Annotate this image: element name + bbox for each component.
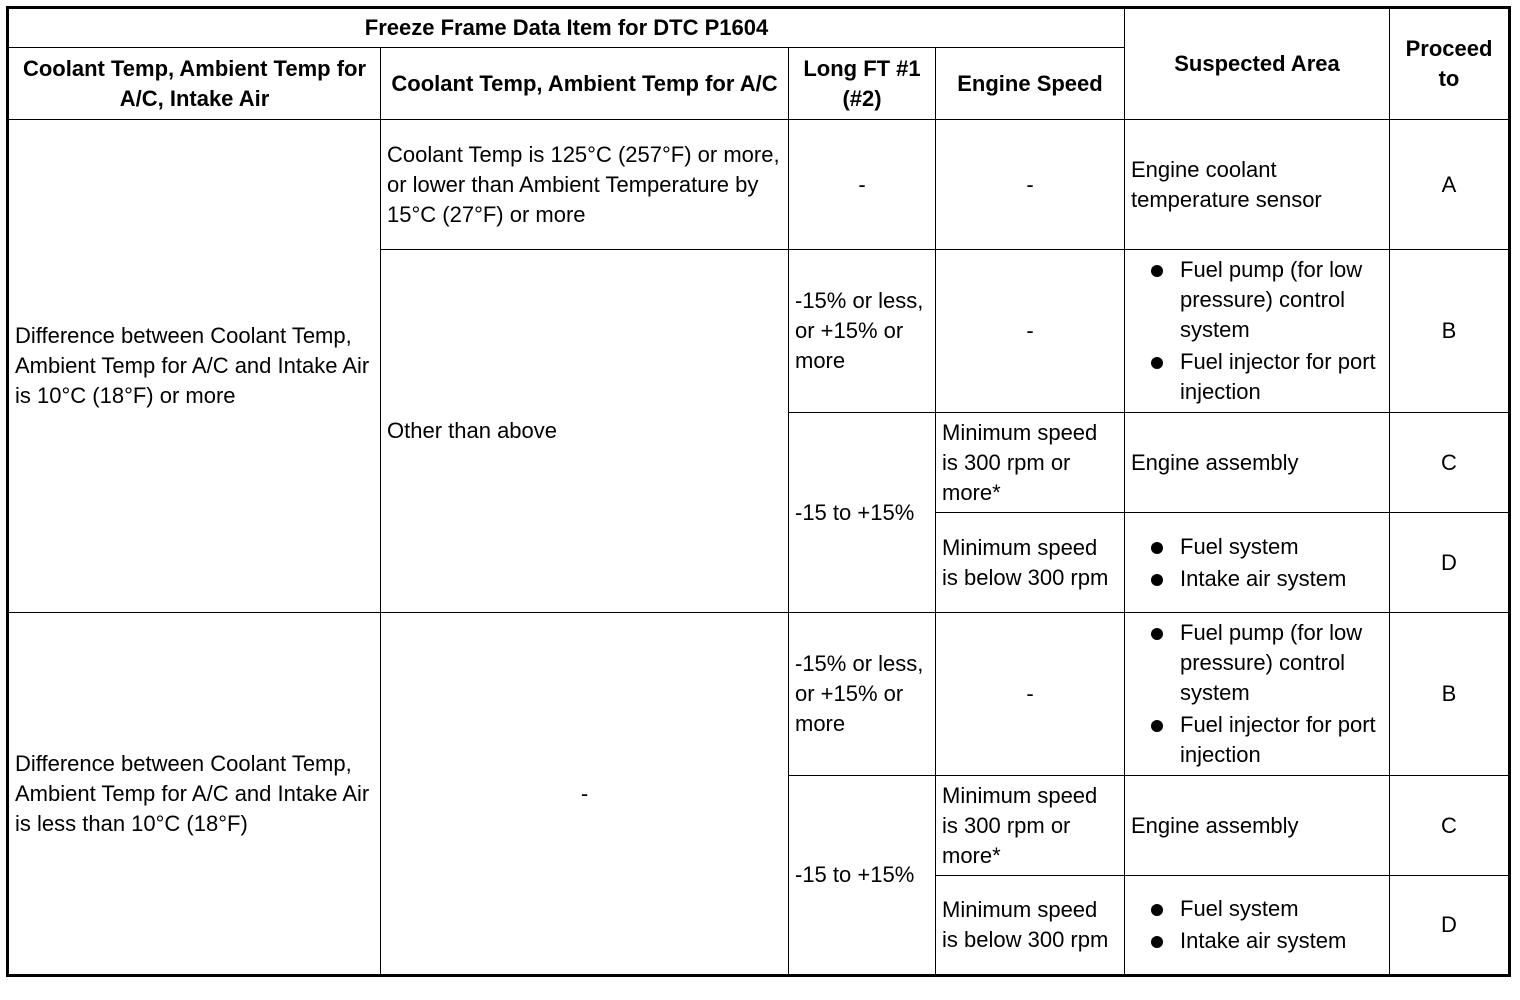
long-ft-cell: -15 to +15% [789,413,936,613]
suspected-area-cell: Engine assembly [1125,413,1390,513]
bullet-icon [1151,574,1163,586]
suspected-area-cell: Engine coolant temperature sensor [1125,120,1390,250]
suspected-list [1131,255,1383,407]
list-item: Intake air system [1131,926,1383,956]
list-item: Fuel injector for port injection [1131,710,1383,770]
proceed-cell: C [1390,776,1510,876]
coolant-cell: Other than above [381,250,789,613]
suspected-list [1131,618,1383,770]
table-row [8,120,1510,250]
proceed-cell: C [1390,413,1510,513]
bullet-icon [1151,628,1163,640]
proceed-to-header: Proceed to [1390,8,1510,120]
header-row-1 [8,8,1510,48]
bullet-icon [1151,936,1163,948]
bullet-icon [1151,265,1163,277]
suspected-list [1131,532,1383,594]
engine-speed-cell: Minimum speed is below 300 rpm [936,513,1125,613]
freeze-frame-group-header: Freeze Frame Data Item for DTC P1604 [8,8,1125,48]
coolant-ambient-header: Coolant Temp, Ambient Temp for A/C [381,48,789,120]
long-ft-cell: -15% or less, or +15% or more [789,250,936,413]
engine-speed-cell: - [936,613,1125,776]
engine-speed-cell: - [936,120,1125,250]
list-item: Fuel system [1131,532,1383,562]
suspected-area-cell: Engine assembly [1125,776,1390,876]
engine-speed-header: Engine Speed [936,48,1125,120]
bullet-icon [1151,357,1163,369]
condition-cell: Difference between Coolant Temp, Ambient Temp for A/C and Intake Air is less than 10°C (18°F) [8,613,381,976]
proceed-cell: B [1390,613,1510,776]
long-ft-cell: -15% or less, or +15% or more [789,613,936,776]
dtc-p1604-freeze-frame-table [6,6,1511,977]
proceed-cell: A [1390,120,1510,250]
proceed-cell: D [1390,513,1510,613]
table-row [8,613,1510,776]
coolant-ambient-intake-header: Coolant Temp, Ambient Temp for A/C, Intake Air [8,48,381,120]
proceed-cell: D [1390,876,1510,976]
coolant-cell: - [381,613,789,976]
list-item: Intake air system [1131,564,1383,594]
bullet-icon [1151,542,1163,554]
list-item: Fuel pump (for low pressure) control system [1131,618,1383,708]
long-ft-header: Long FT #1 (#2) [789,48,936,120]
bullet-icon [1151,720,1163,732]
bullet-icon [1151,904,1163,916]
list-item: Fuel system [1131,894,1383,924]
condition-cell: Difference between Coolant Temp, Ambient Temp for A/C and Intake Air is 10°C (18°F) or more [8,120,381,613]
suspected-area-header: Suspected Area [1125,8,1390,120]
suspected-list [1131,894,1383,956]
engine-speed-cell: Minimum speed is 300 rpm or more* [936,413,1125,513]
suspected-area-cell [1125,876,1390,976]
suspected-area-cell [1125,613,1390,776]
suspected-area-cell [1125,513,1390,613]
proceed-cell: B [1390,250,1510,413]
engine-speed-cell: - [936,250,1125,413]
long-ft-cell: - [789,120,936,250]
list-item: Fuel pump (for low pressure) control system [1131,255,1383,345]
engine-speed-cell: Minimum speed is below 300 rpm [936,876,1125,976]
long-ft-cell: -15 to +15% [789,776,936,976]
engine-speed-cell: Minimum speed is 300 rpm or more* [936,776,1125,876]
suspected-area-cell [1125,250,1390,413]
coolant-cell: Coolant Temp is 125°C (257°F) or more, or lower than Ambient Temperature by 15°C (27°F) or more [381,120,789,250]
list-item: Fuel injector for port injection [1131,347,1383,407]
